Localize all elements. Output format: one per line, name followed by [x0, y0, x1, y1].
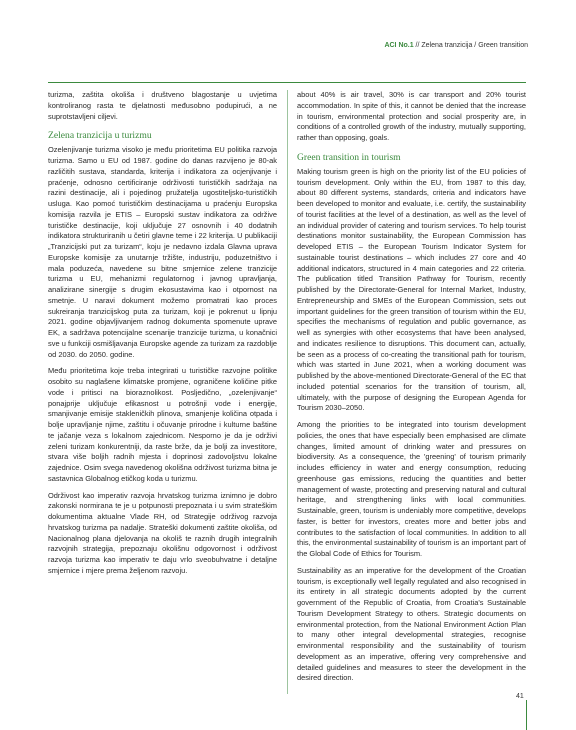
croatian-paragraph-3: Održivost kao imperativ razvoja hrvatskog turizma iznimno je dobro zakonski normirana te je u potpunosti prepoznata i u svim strateškim dokumentima aktualne Vlade RH, od Strategije održivog razvoja hrvatskog turizma pa nadalje. Strateški dokumenti zaštite okoliša, od Nacionalnog plana djelovanja na okoliš te raznih drugih integralnih razvojnih strategija, prepoznaju okolišnu odgovornost i održivost razvoja turizma kao imperativ te daju vrlo sveobuhvatne i detaljne smjernice i mjere prema željenom razvoju. — [48, 490, 277, 575]
english-column — [297, 90, 526, 690]
running-header — [384, 42, 528, 49]
croatian-paragraph-1: Ozelenjivanje turizma visoko je među prioritetima EU politika razvoja turizma. Samo u EU od 1987. godine do danas razvijeno je 80-ak različitih sustava, standarda, kriterija i indikatora za ocjenjivanje i praćenje, odnosno certificiranje održivosti turističkih sadržaja na razini destinacije, ali i pojedinog pružatelja ugostiteljsko-turističkih usluga. Kao pomoć turističkim destinacijama u praćenju Europska komisija razvila je ETIS – Europski sustav indikatora za održive turističke destinacije, koji uključuje 27 osnovnih i 40 dodatnih indikatora strukturiranih u četiri glavne teme i 22 kriterija. U publikaciji „Tranzicijski put za turizam“, koju je nedavno izdala Glavna uprava Europske komisije za unutarnje tržište, industriju, poduzetništvo i mala poduzeća, navedene su bitne smjernice zelene tranzicije turizma u EU, mehanizmi regulatornog i javnog upravljanja, analizirane sinergije s drugim ekosustavima kao i otpornost na smetnje. U naravi dokument možemo promatrati kao proces sukreiranja tranzicijskog puta za turizam, koji je pokrenut u lipnju 2021. godine objavljivanjem radnog dokumenta spomenute uprave EK, a sadržava potencijalne scenarije tranzicije turizma, u konačnici sve u funkciji osmišljavanja Europske agende za turizam za razdoblje od 2030. do 2050. godine. — [48, 145, 277, 359]
croatian-intro-paragraph: turizma, zaštita okoliša i društveno blagostanje u uvjetima kontroliranog rasta te djelatnosti međusobno podupirući, a ne suprotstavljeni ciljevi. — [48, 90, 277, 121]
english-section-heading: Green transition in tourism — [297, 151, 401, 163]
english-paragraph-1: Making tourism green is high on the priority list of the EU policies of tourism development. Only within the EU, from 1987 to this day, about 80 different systems, standards, criteria and indicators have been developed to monitor and evaluate, i.e. certify, the sustainability of tourist facilities at the level of a destination, as well as the level of an individual provider of catering and tourism services. To help tourist destinations monitor sustainability, the European Commission has developed ETIS – the European Tourism Indicator System for sustainable tourist destinations – which includes 27 core and 40 additional indicators, structured in 4 main categories and 22 criteria. The publication titled Transition Pathway for Tourism, recently published by the Directorate-General for Internal Market, Industry, Entrepreneurship and SMEs of the European Commission, sets out important guidelines for the green transition of tourism within the EU, specifies the mechanisms of regulation and public governance, as well as synergies with other ecosystems that have been analysed, and indicates resilience to disruptions. This document can, actually, be seen as a process of co-creating the transitional path for tourism, which was started in June 2021, when a working document was published by the above-mentioned Directorate-General of the EC that included potential scenarios for the transition of tourism, all, ultimately, with the purpose of designing the European Agenda for Tourism 2030–2050. — [297, 166, 526, 413]
magazine-brand: ACI No.1 — [384, 42, 414, 49]
header-separator: // — [413, 42, 422, 49]
column-divider — [287, 90, 288, 694]
english-intro-paragraph: about 40% is air travel, 30% is car transport and 20% tourist accommodation. In spite of this, it cannot be denied that the increase in tourism, environmental protection and social prosperity are, in conditions of a controlled growth of the industry, mutually supporting, rather than opposing, goals. — [297, 90, 526, 142]
croatian-paragraph-2: Među prioritetima koje treba integrirati u turističke razvojne politike osobito su naglašene klimatske promjene, ograničene količine pitke vode i pritisci na bioraznolikost. Posljedično, „ozelenjivanje“ ponajprije uključuje efikasnost u potrošnji vode i energije, smanjivanje emisije stakleničkih plinova, smanjenje količina otpada i bolje upravljanje njime, zaštitu i očuvanje prirodne i kulturne baštine te jačanje veza s lokalnom zajednicom. Nesporno je da je održivi zeleni turizam konkurentniji, da raste brže, da je bolji za investitore, stvara više boljih radnih mjesta i doprinosi zadovoljstvu lokalne zajednice. Osim svega navedenog okolišna održivost turizma bitna je sastavnica Globalnog etičkog koda u turizmu. — [48, 366, 277, 483]
top-rule — [48, 82, 526, 83]
page-number: 41 — [516, 693, 524, 700]
croatian-section-heading: Zelena tranzicija u turizmu — [48, 130, 152, 142]
header-section: Zelena tranzicija / Green transition — [421, 42, 528, 49]
english-paragraph-2: Among the priorities to be integrated into tourism development policies, the ones that have especially been emphasised are climate changes, limited amount of drinking water and pressures on biodiversity. As a consequence, the 'greening' of tourism primarily includes efficiency in water and energy consumption, reducing greenhouse gas emissions, reducing the quantities and better management of waste, protecting and preserving natural and cultural heritage, and strengthening links with local communities. Sustainable, green, tourism is undeniably more competitive, develops faster, is better for investors, creates more and better jobs and contributes to the satisfaction of local communities. In addition to all this, the environmental sustainability of tourism is an important part of the Global Code of Ethics for Tourism. — [297, 420, 526, 558]
corner-accent-line — [526, 700, 527, 730]
croatian-column — [48, 90, 277, 583]
english-paragraph-3: Sustainability as an imperative for the development of the Croatian tourism, is exceptionally well legally regulated and also recognised in its entirety in all strategic documents adopted by the current government of the Republic of Croatia, from Croatia's Sustainable Tourism Development Strategy to others. Strategic documents on environmental protection, from the National Environment Action Plan to many other integral developmental strategies, recognise environmental responsibility and the sustainability of tourism development as an imperative, offering very comprehensive and detailed guidelines and measures to steer the development in the desired direction. — [297, 565, 526, 683]
